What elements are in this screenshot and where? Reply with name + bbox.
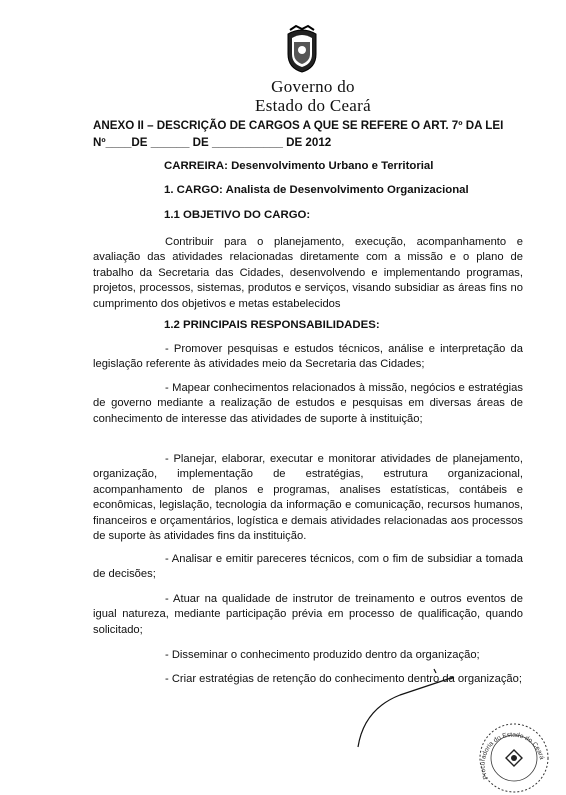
responsibility-item [93,592,523,638]
stamp-icon [474,718,550,794]
responsibility-item [93,381,523,427]
logo-line-2: Estado do Ceará [255,96,371,115]
responsibility-item [93,552,523,583]
stamp-text: Procuradoria do Estado do Ceará [479,731,546,781]
responsibility-item [93,452,523,544]
logo-line-1: Governo do [271,77,355,96]
objective-paragraph [93,235,523,312]
responsibility-item [93,342,523,373]
government-logo [248,78,378,114]
responsibility-text: - Atuar na qualidade de instrutor de treinamento e outros eventos de igual natureza, mediante participação prévia em processo de qualificação, quando solicitado; [93,593,523,636]
signature-icon [350,665,460,755]
responsibility-item [93,648,523,663]
cargo-heading: 1. CARGO: Analista de Desenvolvimento Organizacional [164,184,469,196]
responsibility-text: - Planejar, elaborar, executar e monitorar atividades de planejamento, organização, implementação de estratégias, estrutura organizacional, acompanhamento de planos e programas, analises estatísticas, contábeis e econômicas, legislação, tecnologia da informação e comunicação, recursos humanos, financeiros e orçamentários, logística e demais atividades relacionadas aos processos de suporte às atividades fins da instituição. [93,453,523,543]
title-line-2: Nº____DE ______ DE ___________ DE 2012 [93,136,332,149]
career-heading: CARREIRA: Desenvolvimento Urbano e Territorial [164,160,434,172]
objective-text: Contribuir para o planejamento, execução, acompanhamento e avaliação das atividades relacionadas diretamente com a missão e o plano de trabalho da Secretaria das Cidades, desenvolvendo e implementando programas, projetos, processos, sistemas, produtos e serviços, visando subsidiar as áreas fins no cumprimento dos objetivos e metas estabelecidos [93,236,523,310]
responsibility-text: - Disseminar o conhecimento produzido dentro da organização; [165,649,480,661]
responsibility-text: - Promover pesquisas e estudos técnicos, análise e interpretação da legislação referente às atividades meio da Secretaria das Cidades; [93,343,523,371]
objective-heading: 1.1 OBJETIVO DO CARGO: [164,209,311,221]
responsibilities-heading: 1.2 PRINCIPAIS RESPONSABILIDADES: [164,319,380,331]
responsibility-text: - Analisar e emitir pareceres técnicos, com o fim de subsidiar a tomada de decisões; [93,553,523,581]
title-line-1: ANEXO II – DESCRIÇÃO DE CARGOS A QUE SE REFERE O ART. 7º DA LEI [93,119,504,132]
responsibility-text: - Mapear conhecimentos relacionados à missão, negócios e estratégias de governo mediante a realização de estudos e pesquisas em diversas áreas de conhecimento de interesse das atividades de suporte à instituição; [93,382,523,425]
document-title [93,117,523,151]
state-crest-icon [284,24,320,74]
responsibility-text: - Criar estratégias de retenção do conhecimento dentro da organização; [165,673,522,685]
